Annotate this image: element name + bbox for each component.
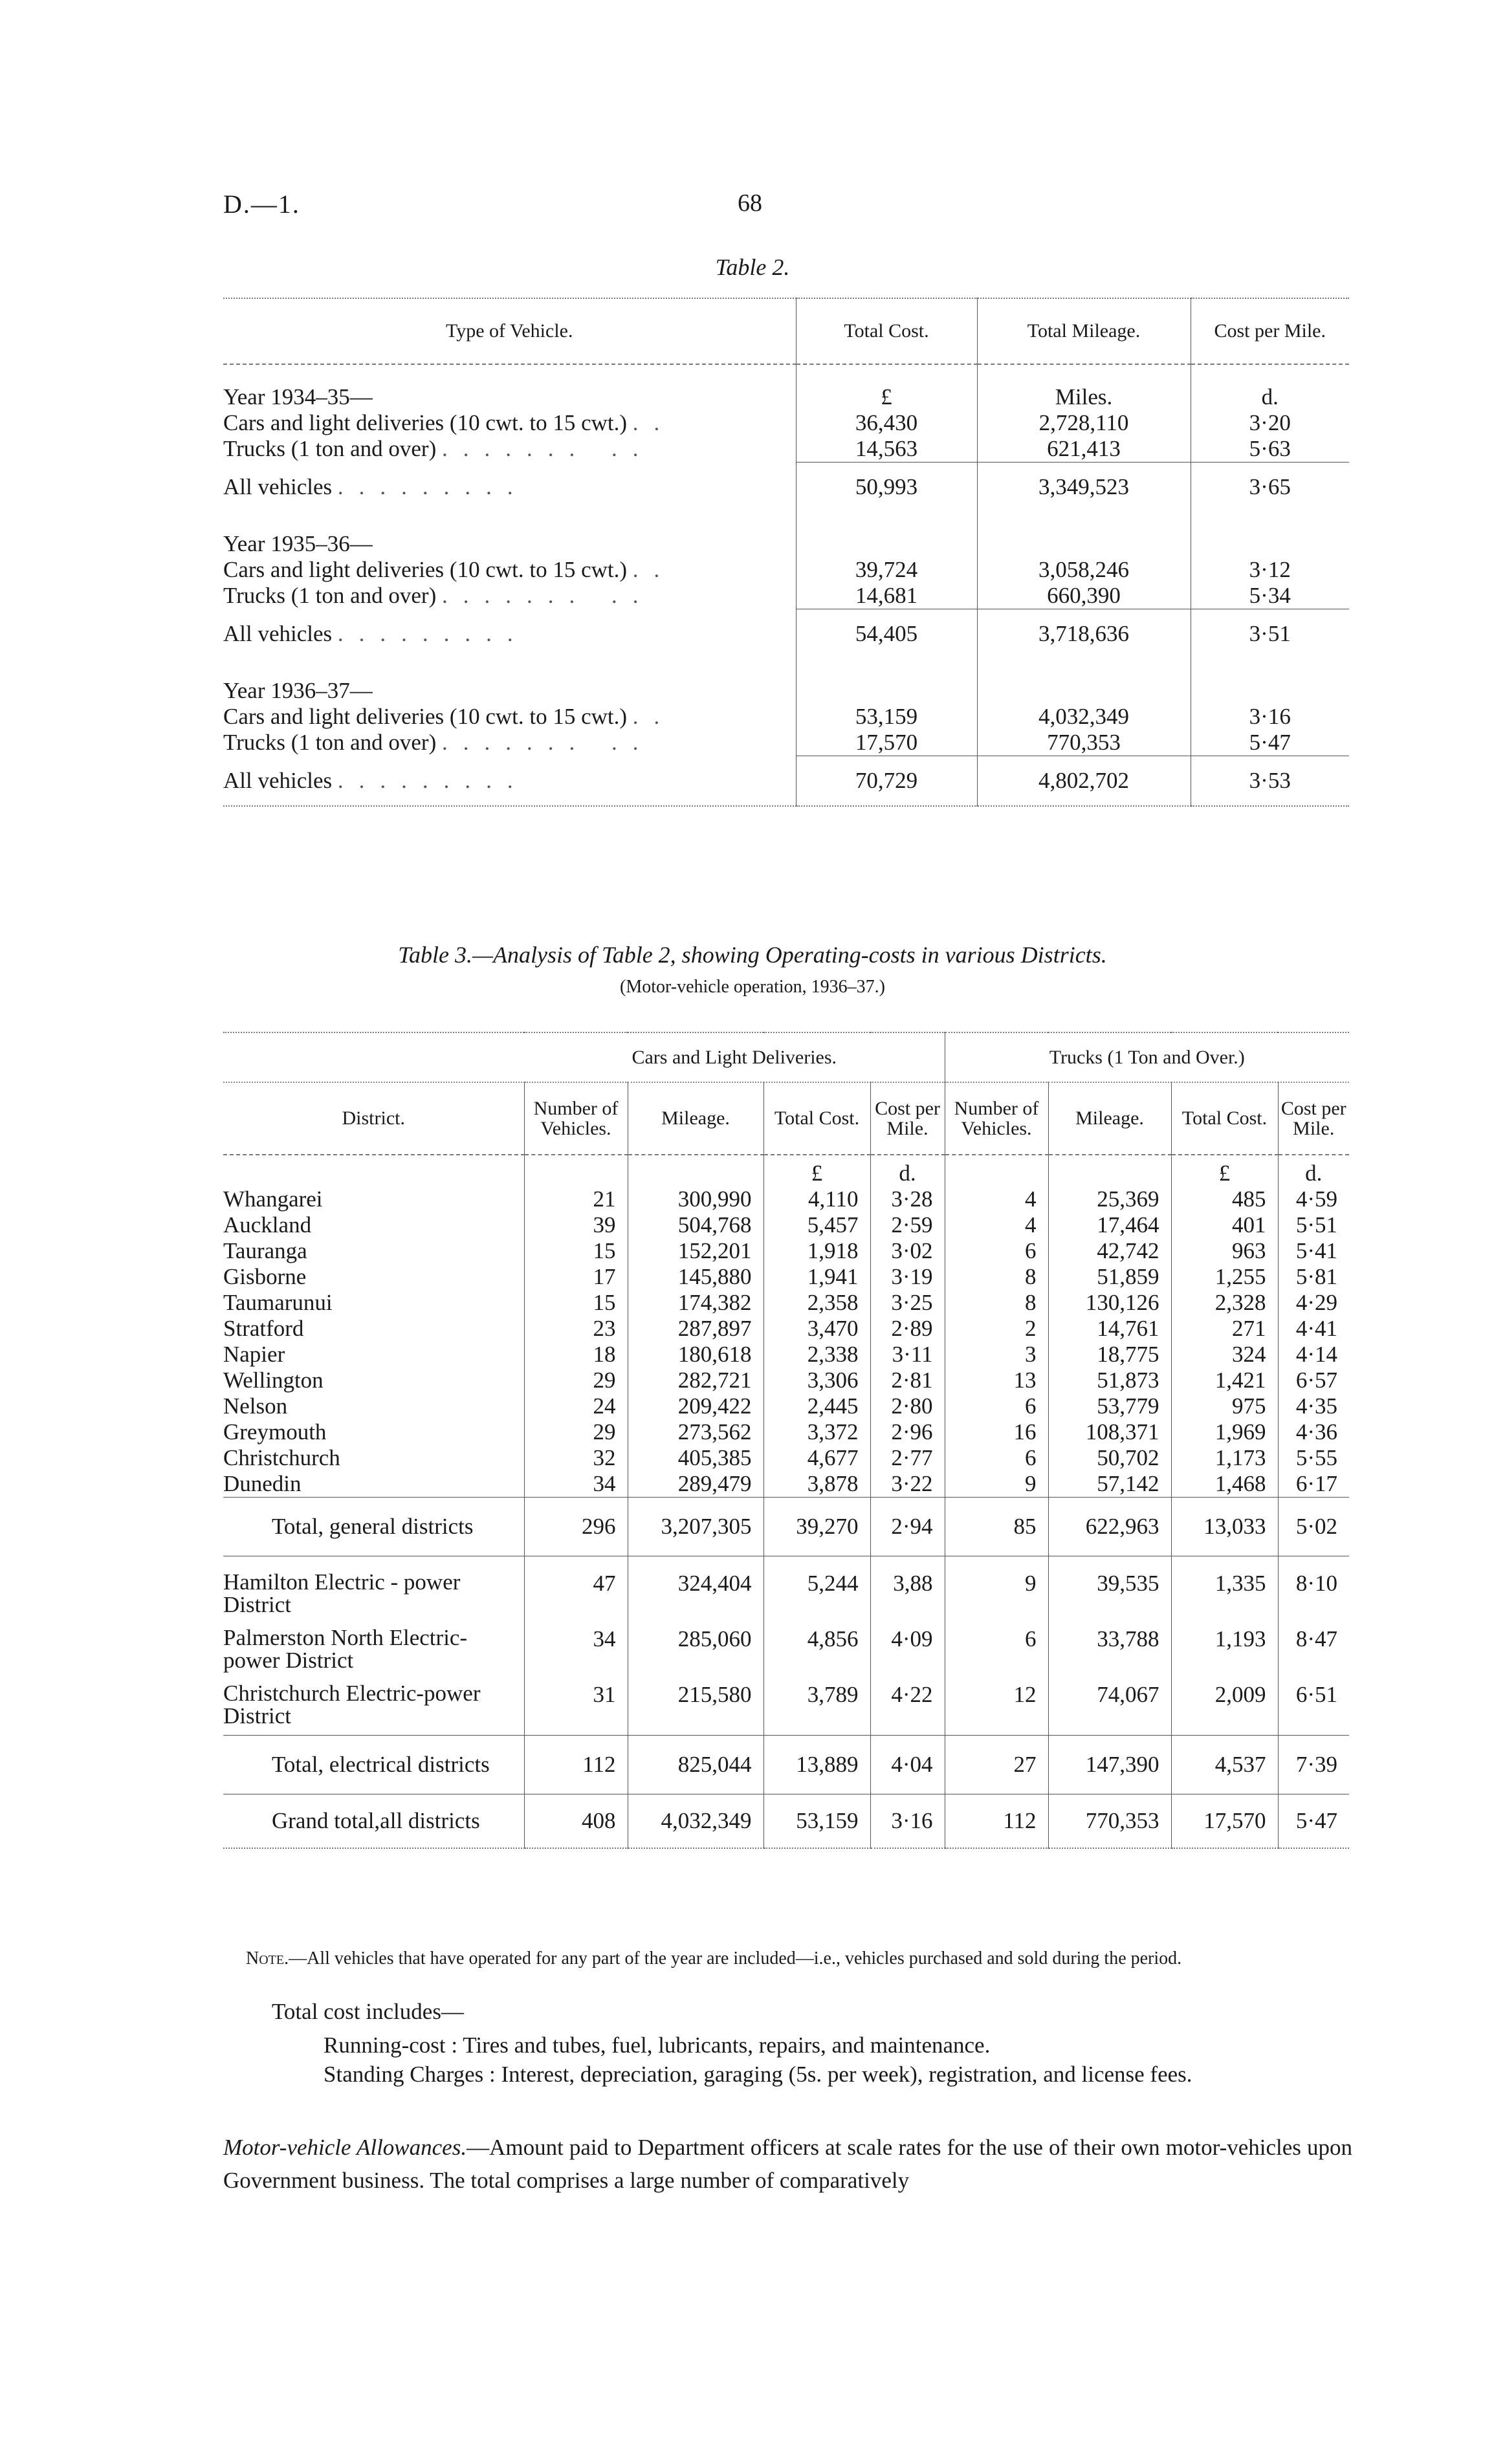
t3-cell-c-num: 34: [524, 1624, 628, 1679]
t3-district-name: Greymouth: [223, 1419, 327, 1445]
t3-cell-t-cost: 1,255: [1171, 1264, 1278, 1290]
t3-cell-c-cpm: 3·28: [870, 1186, 945, 1212]
t3-unit-pound: £: [1171, 1155, 1278, 1186]
t3-header-number: Number of Vehicles.: [524, 1082, 628, 1155]
t3-cell-t-cpm: 8·10: [1278, 1568, 1349, 1624]
t3-cell-t-mil: 25,369: [1048, 1186, 1171, 1212]
t3-total-general-row: [223, 1498, 1349, 1556]
t2-cell: 3·20: [1191, 410, 1349, 436]
t3-cell-t-num: 4: [945, 1212, 1048, 1238]
t3-header-mileage: Mileage.: [1048, 1082, 1171, 1155]
t3-cell-c-mil: 405,385: [628, 1445, 763, 1471]
t3-cell-c-mil: 504,768: [628, 1212, 763, 1238]
t2-year-label: Year 1935–36—: [223, 531, 373, 556]
t3-cell-c-cost: 1,918: [763, 1238, 870, 1264]
t3-group-cars: Cars and Light Deliveries.: [524, 1032, 945, 1082]
t3-cell-t-cpm: 4·41: [1278, 1316, 1349, 1342]
t3-cell-t-cpm: 6·57: [1278, 1368, 1349, 1393]
t2-cell: 36,430: [796, 410, 977, 436]
t3-cell-t-cost: 4,537: [1171, 1736, 1278, 1794]
t3-cell-c-cost: 2,358: [763, 1290, 870, 1316]
t2-row-label: Cars and light deliveries (10 cwt. to 15 cwt.): [223, 557, 628, 582]
t3-header-number: Number of Vehicles.: [945, 1082, 1048, 1155]
t3-cell-t-num: 2: [945, 1316, 1048, 1342]
t3-cell-c-cpm: 2·80: [870, 1393, 945, 1419]
t3-cell-t-num: 13: [945, 1368, 1048, 1393]
t3-cell-t-cost: 2,328: [1171, 1290, 1278, 1316]
t3-cell-t-mil: 39,535: [1048, 1568, 1171, 1624]
t3-cell-t-cost: 324: [1171, 1342, 1278, 1368]
t3-cell-t-num: 4: [945, 1186, 1048, 1212]
t3-cell-c-cost: 3,470: [763, 1316, 870, 1342]
t3-cell-c-num: 32: [524, 1445, 628, 1471]
t2-header-total-cost: Total Cost.: [796, 298, 977, 364]
t3-cell-c-cpm: 3·02: [870, 1238, 945, 1264]
t2-cell: 5·34: [1191, 583, 1349, 609]
t3-cell-t-mil: 130,126: [1048, 1290, 1171, 1316]
t2-cell: 14,681: [796, 583, 977, 609]
t3-cell-t-mil: 51,873: [1048, 1368, 1171, 1393]
t3-cell-c-num: 23: [524, 1316, 628, 1342]
page-number: 68: [738, 190, 762, 217]
t3-cell-c-num: 15: [524, 1238, 628, 1264]
t3-cell-c-num: 34: [524, 1471, 628, 1498]
t2-cell: 70,729: [796, 756, 977, 807]
t3-header-mileage: Mileage.: [628, 1082, 763, 1155]
table-row: [223, 1290, 1349, 1316]
t3-cell-c-num: 17: [524, 1264, 628, 1290]
t3-cell-c-cpm: 3·22: [870, 1471, 945, 1498]
t3-cell-c-cost: 4,110: [763, 1186, 870, 1212]
t3-cell-t-num: 85: [945, 1498, 1048, 1556]
t3-cell-c-mil: 3,207,305: [628, 1498, 763, 1556]
t3-cell-t-cost: 1,335: [1171, 1568, 1278, 1624]
t3-cell-t-cost: 1,173: [1171, 1445, 1278, 1471]
t2-row-label: Cars and light deliveries (10 cwt. to 15 cwt.): [223, 704, 628, 729]
t3-cell-c-cpm: 2·81: [870, 1368, 945, 1393]
t3-cell-c-mil: 209,422: [628, 1393, 763, 1419]
t3-district-name: Wellington: [223, 1368, 324, 1393]
t3-cell-t-mil: 14,761: [1048, 1316, 1171, 1342]
t3-cell-c-num: 296: [524, 1498, 628, 1556]
t2-cell: 2,728,110: [977, 410, 1191, 436]
t3-cell-t-cost: 1,421: [1171, 1368, 1278, 1393]
t3-cell-c-cpm: 4·04: [870, 1736, 945, 1794]
t3-district-name: Napier: [223, 1342, 285, 1367]
t3-cell-c-num: 47: [524, 1568, 628, 1624]
t3-header-cost-per-mile: Cost per Mile.: [1278, 1082, 1349, 1155]
t3-cell-c-cpm: 3,88: [870, 1568, 945, 1624]
t3-cell-t-mil: 108,371: [1048, 1419, 1171, 1445]
t3-cell-c-num: 18: [524, 1342, 628, 1368]
t3-cell-c-cost: 2,445: [763, 1393, 870, 1419]
t3-cell-t-cost: 1,969: [1171, 1419, 1278, 1445]
t2-cell: 5·63: [1191, 436, 1349, 463]
t3-district-name: Total, electrical districts: [223, 1736, 524, 1794]
t3-header-cost-per-mile: Cost per Mile.: [870, 1082, 945, 1155]
t2-cell: 3,718,636: [977, 609, 1191, 659]
t3-cell-c-cost: 4,856: [763, 1624, 870, 1679]
t2-unit-pound: £: [796, 384, 977, 410]
t3-cell-t-cost: 401: [1171, 1212, 1278, 1238]
t3-cell-t-cpm: 4·59: [1278, 1186, 1349, 1212]
t3-unit-pence: d.: [1278, 1155, 1349, 1186]
t3-district-name: Grand total,all districts: [223, 1794, 524, 1849]
t3-unit-pence: d.: [870, 1155, 945, 1186]
t3-district-name: Hamilton Electric - power District: [223, 1569, 461, 1617]
t3-cell-c-cpm: 2·96: [870, 1419, 945, 1445]
t2-header-type: Type of Vehicle.: [223, 298, 796, 364]
t3-cell-c-mil: 273,562: [628, 1419, 763, 1445]
t3-cell-c-cpm: 2·94: [870, 1498, 945, 1556]
t3-cell-t-num: 3: [945, 1342, 1048, 1368]
t3-cell-t-num: 8: [945, 1290, 1048, 1316]
table-row: [223, 1212, 1349, 1238]
table-row: [223, 1471, 1349, 1498]
t3-cell-c-mil: 825,044: [628, 1736, 763, 1794]
standing-charges-text: Standing Charges : Interest, depreciation, garaging (5s. per week), registration, and license fees.: [324, 2062, 1192, 2087]
t3-cell-t-cost: 271: [1171, 1316, 1278, 1342]
t2-cell: 3,349,523: [977, 463, 1191, 512]
table2: Type of Vehicle. Total Cost. Total Mileage. Cost per Mile. Year 1934–35— £ Miles. d. Cars and light deliveries (10 cwt. to 15 cwt.) .. 36,430 2,728,110 3·20 Trucks (1 ton and over) ....... .. 14,563 621,413 5·63 All vehicles ......... 50,993 3,349,523 3·65 Year 1935–36— Cars and light deliveries (10 cwt. to 15 cwt.) .. 39,724 3,058,246 3·12 Trucks (1 ton and over) ....... .. 14,681 660,390 5·34 All vehicles ......... 54,405 3,718,636 3·51 Year 1936–37— Cars and light deliveries (10 cwt. to 15 cwt.) .. 53,159 4,032,349 3·16 Trucks (1 ton and over) ....... .. 17,570 770,353 5·47 All vehicles ......... 70,729 4,802,702 3·53: [223, 298, 1349, 807]
t3-cell-t-cost: 1,468: [1171, 1471, 1278, 1498]
t3-cell-t-num: 9: [945, 1471, 1048, 1498]
t3-district-name: Auckland: [223, 1212, 312, 1237]
t3-cell-t-cost: 963: [1171, 1238, 1278, 1264]
t3-cell-t-mil: 33,788: [1048, 1624, 1171, 1679]
t3-cell-c-num: 15: [524, 1290, 628, 1316]
t3-cell-t-num: 8: [945, 1264, 1048, 1290]
t3-cell-c-num: 24: [524, 1393, 628, 1419]
t3-header-total-cost: Total Cost.: [1171, 1082, 1278, 1155]
t3-cell-c-cpm: 3·11: [870, 1342, 945, 1368]
t2-cell: 5·47: [1191, 730, 1349, 756]
t3-cell-c-mil: 324,404: [628, 1568, 763, 1624]
t3-district-name: Christchurch Electric-power District: [223, 1681, 481, 1728]
t3-cell-c-mil: 215,580: [628, 1679, 763, 1736]
table-row: [223, 1419, 1349, 1445]
t3-cell-t-cost: 17,570: [1171, 1794, 1278, 1849]
t3-cell-t-mil: 51,859: [1048, 1264, 1171, 1290]
t2-row-label: Trucks (1 ton and over): [223, 730, 437, 756]
t3-cell-t-cpm: 5·81: [1278, 1264, 1349, 1290]
t2-unit-pence: d.: [1191, 384, 1349, 410]
table-row: [223, 1238, 1349, 1264]
t3-cell-t-mil: 770,353: [1048, 1794, 1171, 1849]
t3-header-district: District.: [223, 1082, 524, 1155]
t2-all-label: All vehicles: [223, 474, 333, 499]
t3-cell-t-cpm: 5·02: [1278, 1498, 1349, 1556]
table-row: [223, 1342, 1349, 1368]
t3-cell-t-mil: 18,775: [1048, 1342, 1171, 1368]
t3-cell-c-mil: 145,880: [628, 1264, 763, 1290]
t3-cell-t-mil: 57,142: [1048, 1471, 1171, 1498]
t3-cell-t-num: 112: [945, 1794, 1048, 1849]
t3-district-name: Palmerston North Electric-power District: [223, 1625, 468, 1673]
table-row: [223, 1624, 1349, 1679]
running-cost-text: Running-cost : Tires and tubes, fuel, lubricants, repairs, and maintenance.: [324, 2033, 991, 2058]
t3-cell-c-num: 39: [524, 1212, 628, 1238]
t3-cell-c-mil: 282,721: [628, 1368, 763, 1393]
t3-cell-t-num: 27: [945, 1736, 1048, 1794]
t3-cell-c-cpm: 4·09: [870, 1624, 945, 1679]
t3-cell-c-num: 21: [524, 1186, 628, 1212]
t3-cell-t-cpm: 5·55: [1278, 1445, 1349, 1471]
t2-cell: 53,159: [796, 704, 977, 730]
t3-district-name: Dunedin: [223, 1471, 302, 1496]
t3-cell-c-mil: 4,032,349: [628, 1794, 763, 1849]
t3-cell-c-cpm: 3·19: [870, 1264, 945, 1290]
table3-caption: Table 3.—Analysis of Table 2, showing Operating-costs in various Districts.: [398, 942, 1107, 968]
t3-cell-c-num: 29: [524, 1368, 628, 1393]
table-row: [223, 1393, 1349, 1419]
t2-cell: 660,390: [977, 583, 1191, 609]
t2-cell: 4,802,702: [977, 756, 1191, 807]
t2-cell: 17,570: [796, 730, 977, 756]
t3-district-name: Taumarunui: [223, 1290, 333, 1315]
t3-cell-c-cost: 5,457: [763, 1212, 870, 1238]
t3-cell-t-cpm: 6·51: [1278, 1679, 1349, 1736]
t3-cell-c-cpm: 2·59: [870, 1212, 945, 1238]
t3-cell-t-num: 9: [945, 1568, 1048, 1624]
t3-cell-c-cpm: 4·22: [870, 1679, 945, 1736]
t3-district-name: Total, general districts: [223, 1498, 524, 1556]
t3-cell-t-cpm: 5·51: [1278, 1212, 1349, 1238]
note-text: —All vehicles that have operated for any part of the year are included—i.e., vehicles purchased and sold during the period.: [289, 1948, 1182, 1968]
document-reference: D.—1.: [223, 190, 300, 219]
t3-cell-c-cost: 3,372: [763, 1419, 870, 1445]
t3-cell-c-cost: 1,941: [763, 1264, 870, 1290]
t2-row-label: Trucks (1 ton and over): [223, 436, 437, 462]
t2-cell: 14,563: [796, 436, 977, 463]
t2-cell: 3·12: [1191, 557, 1349, 583]
t3-total-electrical-row: [223, 1736, 1349, 1794]
t2-row-label: Trucks (1 ton and over): [223, 583, 437, 609]
t3-cell-t-cost: 2,009: [1171, 1679, 1278, 1736]
t3-district-name: Whangarei: [223, 1186, 323, 1212]
t2-cell: 3·53: [1191, 756, 1349, 807]
table-row: [223, 1264, 1349, 1290]
note: [246, 1947, 1346, 1970]
t3-cell-c-cost: 2,338: [763, 1342, 870, 1368]
t2-unit-miles: Miles.: [977, 384, 1191, 410]
t3-cell-c-cost: 4,677: [763, 1445, 870, 1471]
t3-group-trucks: Trucks (1 Ton and Over.): [945, 1032, 1349, 1082]
t3-cell-t-cpm: 4·29: [1278, 1290, 1349, 1316]
t2-cell: 3·65: [1191, 463, 1349, 512]
t3-district-name: Gisborne: [223, 1264, 307, 1289]
t3-district-name: Nelson: [223, 1393, 288, 1419]
t3-cell-c-mil: 152,201: [628, 1238, 763, 1264]
t3-cell-c-mil: 287,897: [628, 1316, 763, 1342]
t3-unit-pound: £: [763, 1155, 870, 1186]
t3-cell-c-num: 408: [524, 1794, 628, 1849]
t2-all-label: All vehicles: [223, 767, 333, 793]
paragraph-title: Motor-vehicle Allowances.: [223, 2135, 467, 2160]
t3-cell-c-cpm: 2·77: [870, 1445, 945, 1471]
t3-cell-c-cpm: 3·25: [870, 1290, 945, 1316]
t3-cell-t-cost: 975: [1171, 1393, 1278, 1419]
t3-district-name: Christchurch: [223, 1445, 340, 1470]
t3-cell-t-cpm: 4·35: [1278, 1393, 1349, 1419]
t3-cell-t-num: 6: [945, 1624, 1048, 1679]
table3-subcaption: (Motor-vehicle operation, 1936–37.): [620, 977, 885, 997]
t2-cell: 770,353: [977, 730, 1191, 756]
t3-cell-t-mil: 622,963: [1048, 1498, 1171, 1556]
table-row: [223, 1186, 1349, 1212]
t3-cell-c-cost: 3,878: [763, 1471, 870, 1498]
t3-cell-c-cost: 39,270: [763, 1498, 870, 1556]
motor-vehicle-allowances-paragraph: [223, 2131, 1352, 2197]
t3-cell-t-num: 12: [945, 1679, 1048, 1736]
t3-cell-t-cost: 485: [1171, 1186, 1278, 1212]
t3-cell-t-mil: 147,390: [1048, 1736, 1171, 1794]
t2-cell: 50,993: [796, 463, 977, 512]
t2-cell: 3,058,246: [977, 557, 1191, 583]
table-row: [223, 1568, 1349, 1624]
t3-cell-c-mil: 285,060: [628, 1624, 763, 1679]
t2-cell: 54,405: [796, 609, 977, 659]
t3-cell-c-num: 29: [524, 1419, 628, 1445]
t3-electric-rows: [223, 1568, 1349, 1736]
t3-cell-t-mil: 42,742: [1048, 1238, 1171, 1264]
t3-cell-c-cost: 13,889: [763, 1736, 870, 1794]
t3-cell-t-cost: 1,193: [1171, 1624, 1278, 1679]
t3-cell-c-cost: 5,244: [763, 1568, 870, 1624]
paragraph-text: —Amount paid to Department officers at scale rates for the use of their own motor-vehicles upon Government business. The total comprises a large number of comparatively: [223, 2135, 1352, 2193]
table3: [223, 1032, 1349, 1849]
t3-cell-t-cpm: 7·39: [1278, 1736, 1349, 1794]
t2-header-total-mileage: Total Mileage.: [977, 298, 1191, 364]
table-row: [223, 1679, 1349, 1736]
table-row: [223, 1316, 1349, 1342]
t3-cell-c-mil: 300,990: [628, 1186, 763, 1212]
t2-all-label: All vehicles: [223, 620, 333, 646]
t3-cell-t-num: 16: [945, 1419, 1048, 1445]
t3-cell-c-cpm: 2·89: [870, 1316, 945, 1342]
t3-cell-t-mil: 53,779: [1048, 1393, 1171, 1419]
t3-cell-t-mil: 17,464: [1048, 1212, 1171, 1238]
t2-row-label: Cars and light deliveries (10 cwt. to 15 cwt.): [223, 410, 628, 435]
t3-district-name: Tauranga: [223, 1238, 307, 1263]
t3-cell-c-mil: 180,618: [628, 1342, 763, 1368]
t3-header-total-cost: Total Cost.: [763, 1082, 870, 1155]
note-label: Note.: [246, 1948, 289, 1968]
t3-cell-c-mil: 289,479: [628, 1471, 763, 1498]
t3-grand-total-row: [223, 1794, 1349, 1849]
t2-header-cost-per-mile: Cost per Mile.: [1191, 298, 1349, 364]
table-row: [223, 1445, 1349, 1471]
t3-district-rows: [223, 1186, 1349, 1498]
t3-cell-c-mil: 174,382: [628, 1290, 763, 1316]
t2-cell: 4,032,349: [977, 704, 1191, 730]
t3-cell-t-mil: 74,067: [1048, 1679, 1171, 1736]
t3-cell-t-cpm: 5·41: [1278, 1238, 1349, 1264]
t3-cell-t-cpm: 5·47: [1278, 1794, 1349, 1849]
t3-cell-t-num: 6: [945, 1393, 1048, 1419]
t3-cell-t-cpm: 4·14: [1278, 1342, 1349, 1368]
t3-cell-t-num: 6: [945, 1445, 1048, 1471]
t3-cell-c-cost: 3,306: [763, 1368, 870, 1393]
t2-cell: 621,413: [977, 436, 1191, 463]
total-cost-heading: Total cost includes—: [272, 1999, 464, 2024]
t2-cell: 39,724: [796, 557, 977, 583]
t3-cell-t-cpm: 8·47: [1278, 1624, 1349, 1679]
t3-cell-c-cpm: 3·16: [870, 1794, 945, 1849]
t3-cell-t-cost: 13,033: [1171, 1498, 1278, 1556]
t3-cell-t-cpm: 6·17: [1278, 1471, 1349, 1498]
table2-caption: Table 2.: [715, 254, 790, 280]
t2-year-label: Year 1936–37—: [223, 678, 373, 703]
t3-district-name: Stratford: [223, 1316, 304, 1341]
table-row: [223, 1368, 1349, 1393]
t3-cell-t-mil: 50,702: [1048, 1445, 1171, 1471]
t2-year-label: Year 1934–35—: [223, 384, 373, 409]
t2-cell: 3·16: [1191, 704, 1349, 730]
t3-cell-c-num: 31: [524, 1679, 628, 1736]
t3-cell-c-cost: 3,789: [763, 1679, 870, 1736]
t2-cell: 3·51: [1191, 609, 1349, 659]
t3-cell-c-num: 112: [524, 1736, 628, 1794]
t3-cell-t-num: 6: [945, 1238, 1048, 1264]
t3-cell-t-cpm: 4·36: [1278, 1419, 1349, 1445]
t3-cell-c-cost: 53,159: [763, 1794, 870, 1849]
